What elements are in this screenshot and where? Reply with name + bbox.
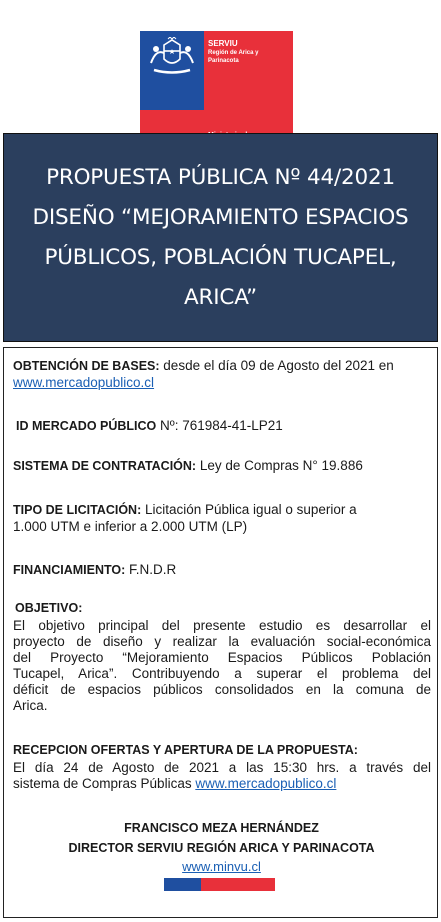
objetivo-line-6: Arica. [13, 698, 48, 713]
flag-blue-segment [164, 878, 201, 891]
id-section [16, 418, 283, 434]
gov-flag-bar [164, 878, 275, 891]
announcement-body [3, 347, 438, 918]
title-line-2: DISEÑO “MEJORAMIENTO ESPACIOS [32, 204, 409, 230]
title-line-1: PROPUESTA PÚBLICA Nº 44/2021 [46, 164, 395, 190]
financiamiento-section [13, 562, 176, 578]
signature-title: DIRECTOR SERVIU REGIÓN ARICA Y PARINACOTA [68, 841, 375, 855]
sistema-text: Ley de Compras N° 19.886 [196, 458, 363, 473]
bases-link-row [13, 375, 154, 391]
tipo-text-1: Licitación Pública igual o superior a [141, 502, 357, 517]
tipo-text-2: 1.000 UTM e inferior a 2.000 UTM (LP) [13, 519, 248, 534]
recepcion-line-2 [13, 776, 336, 792]
logo-region-line2: Parinacota [208, 58, 239, 64]
bases-label: OBTENCIÓN DE BASES: [13, 359, 160, 373]
sistema-section [13, 458, 363, 474]
financiamiento-text: F.N.D.R [125, 562, 177, 577]
id-label: ID MERCADO PÚBLICO [16, 419, 157, 433]
financiamiento-label: FINANCIAMIENTO: [13, 563, 126, 577]
flag-red-segment [201, 878, 275, 891]
page-title [11, 158, 431, 318]
minvu-link-row [4, 859, 439, 875]
objetivo-line-3: del Proyecto “Mejoramiento Espacios Públicos Población [13, 650, 431, 665]
objetivo-line-5: déficit de espacios públicos consolidados en la comuna de [13, 682, 431, 697]
recepcion-label: RECEPCION OFERTAS Y APERTURA DE LA PROPUESTA: [13, 743, 358, 757]
objetivo-line-1: El objetivo principal del presente estudio es desarrollar el [13, 618, 431, 633]
minvu-link[interactable]: www.minvu.cl [182, 859, 261, 874]
objetivo-line-4: Tucapel, Arica”. Contribuyendo a superar el problema del [13, 666, 431, 681]
title-banner [3, 133, 438, 342]
objetivo-line-2: proyecto de diseño y realizar la evaluación social-económica [13, 634, 431, 649]
chile-coat-of-arms-icon [148, 37, 196, 77]
recepcion-line-1: El día 24 de Agosto de 2021 a las 15:30 hrs. a través del [13, 760, 431, 775]
recepcion-prefix: sistema de Compras Públicas [13, 776, 196, 791]
bases-text: desde el día 09 de Agosto del 2021 en [159, 358, 394, 373]
title-line-4: ARICA” [184, 284, 257, 310]
id-text: Nº: 761984-41-LP21 [156, 418, 283, 433]
mercadopublico-link[interactable]: www.mercadopublico.cl [13, 375, 155, 390]
objetivo-label: OBJETIVO: [15, 601, 83, 615]
tipo-section [13, 502, 357, 518]
logo-serviu: SERVIU [208, 39, 238, 48]
mercadopublico-link-2[interactable]: www.mercadopublico.cl [195, 776, 337, 791]
signature-name: FRANCISCO MEZA HERNÁNDEZ [124, 821, 319, 835]
logo-region-line1: Región de Arica y [208, 50, 259, 56]
title-line-3: PÚBLICOS, POBLACIÓN TUCAPEL, [44, 244, 397, 270]
sistema-label: SISTEMA DE CONTRATACIÓN: [13, 459, 197, 473]
tipo-label: TIPO DE LICITACIÓN: [13, 503, 142, 517]
bases-section [13, 358, 433, 374]
logo-text-top [208, 39, 258, 65]
